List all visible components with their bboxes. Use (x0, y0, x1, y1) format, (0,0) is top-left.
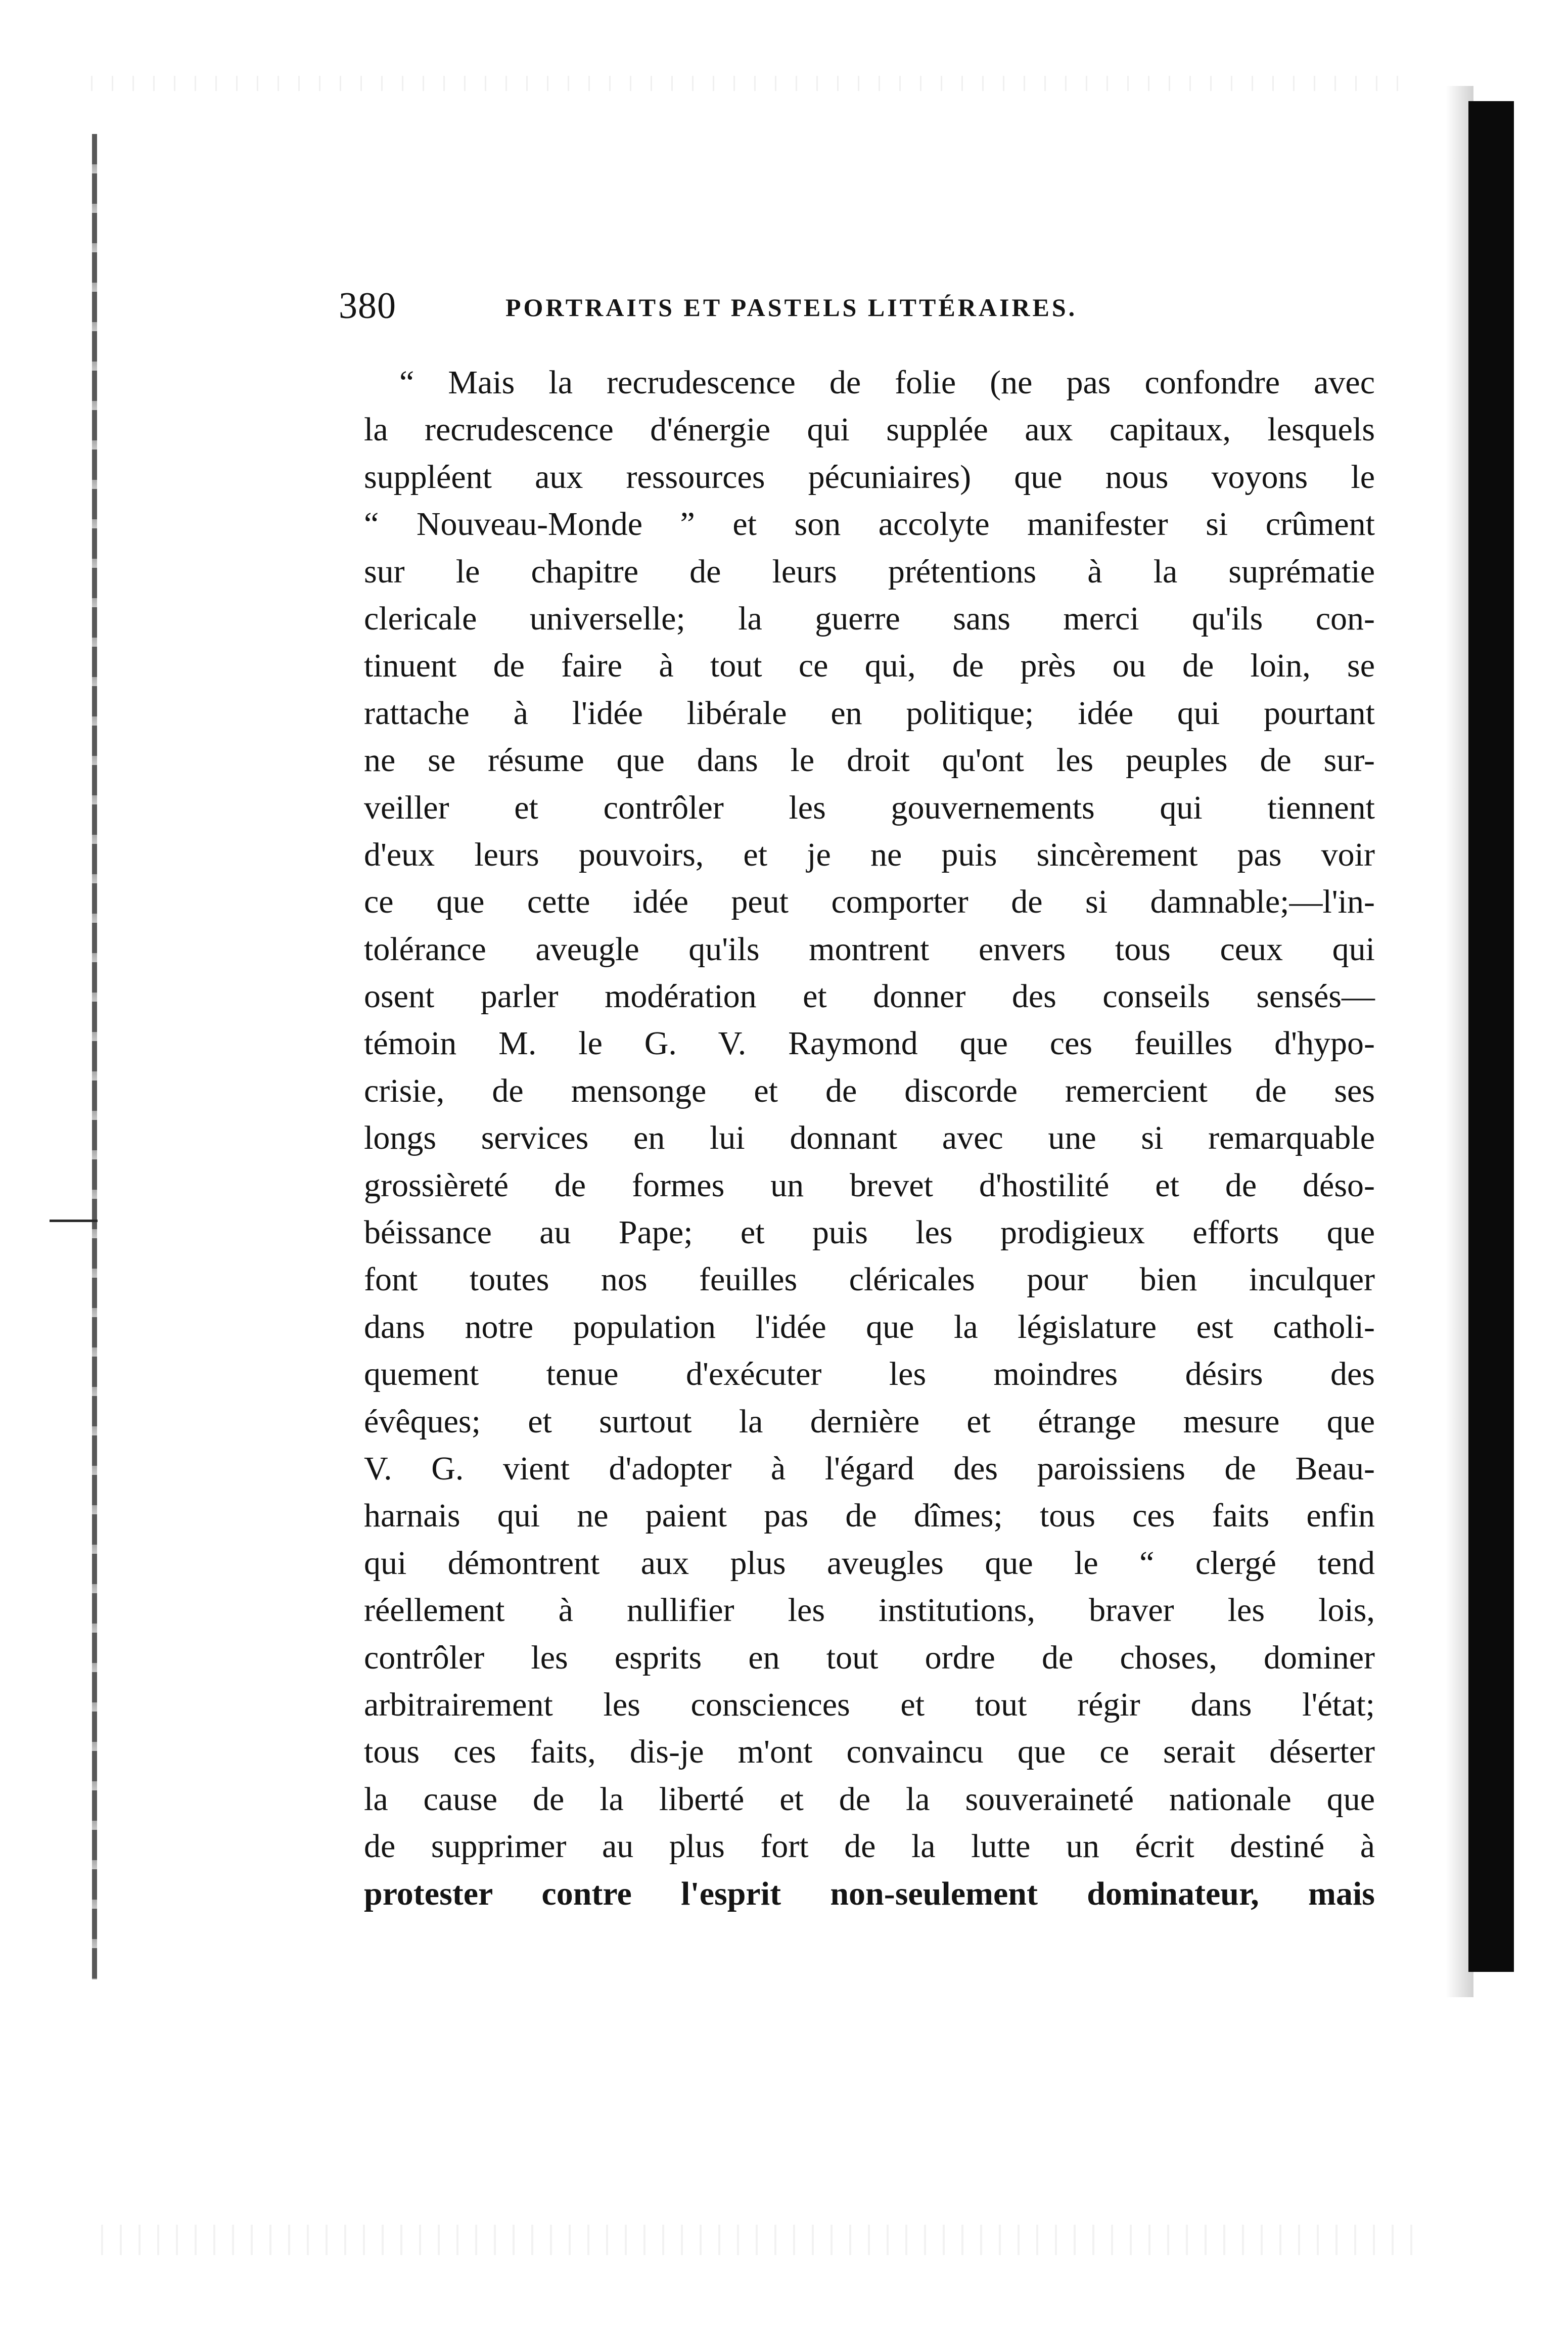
page-edge-rule (92, 134, 97, 1979)
text-line: V. G. vient d'adopter à l'égard des paroissiens de Beau- (364, 1450, 1375, 1487)
body-text (364, 359, 1375, 1917)
text-line: tolérance aveugle qu'ils montrent envers tous ceux qui (364, 930, 1375, 968)
running-title: PORTRAITS ET PASTELS LITTÉRAIRES. (505, 293, 1078, 322)
text-line: la recrudescence d'énergie qui supplée aux capitaux, lesquels (364, 411, 1375, 448)
text-line: osent parler modération et donner des conseils sensés— (364, 978, 1375, 1015)
text-line: grossièreté de formes un brevet d'hostilité et de déso- (364, 1166, 1375, 1204)
text-line: qui démontrent aux plus aveugles que le “ clergé tend (364, 1544, 1375, 1582)
text-line: contrôler les esprits en tout ordre de choses, dominer (364, 1639, 1375, 1676)
text-line: suppléent aux ressources pécuniaires) que nous voyons le (364, 458, 1375, 496)
text-line: la cause de la liberté et de la souveraineté nationale que (364, 1780, 1375, 1818)
page-number: 380 (339, 285, 396, 327)
text-line: veiller et contrôler les gouvernements qui tiennent (364, 789, 1375, 826)
running-header (339, 283, 1375, 329)
text-line: d'eux leurs pouvoirs, et je ne puis sincèrement pas voir (364, 836, 1375, 873)
text-line: réellement à nullifier les institutions, braver les lois, (364, 1592, 1375, 1629)
text-line: béissance au Pape; et puis les prodigieux efforts que (364, 1214, 1375, 1251)
text-line: tous ces faits, dis-je m'ont convaincu que ce serait déserter (364, 1733, 1375, 1771)
scan-noise-bottom (101, 2225, 1415, 2255)
text-line: rattache à l'idée libérale en politique; idée qui pourtant (364, 694, 1375, 732)
text-line: longs services en lui donnant avec une si remarquable (364, 1119, 1375, 1157)
text-line: “ Nouveau-Monde ” et son accolyte manifester si crûment (364, 506, 1375, 543)
text-line: de supprimer au plus fort de la lutte un écrit destiné à (364, 1828, 1375, 1865)
text-line: crisie, de mensonge et de discorde remercient de ses (364, 1072, 1375, 1109)
scan-noise-top (91, 76, 1405, 91)
text-line: ne se résume que dans le droit qu'ont les peuples de sur- (364, 742, 1375, 779)
text-line: protester contre l'esprit non-seulement dominateur, mais (364, 1875, 1375, 1912)
text-line: font toutes nos feuilles cléricales pour bien inculquer (364, 1261, 1375, 1298)
text-line: clericale universelle; la guerre sans merci qu'ils con- (364, 600, 1375, 637)
text-line: quement tenue d'exécuter les moindres désirs des (364, 1356, 1375, 1393)
page-edge-mark (50, 1220, 98, 1222)
text-line: évêques; et surtout la dernière et étrange mesure que (364, 1403, 1375, 1440)
text-line: tinuent de faire à tout ce qui, de près ou de loin, se (364, 647, 1375, 685)
text-line: arbitrairement les consciences et tout régir dans l'état; (364, 1686, 1375, 1723)
text-line: ce que cette idée peut comporter de si damnable;—l'in- (364, 883, 1375, 921)
text-line: “ Mais la recrudescence de folie (ne pas confondre avec (399, 364, 1375, 401)
text-line: sur le chapitre de leurs prétentions à la suprématie (364, 553, 1375, 590)
text-line: dans notre population l'idée que la législature est catholi- (364, 1308, 1375, 1345)
binding-edge (1468, 101, 1514, 1972)
text-line: harnais qui ne paient pas de dîmes; tous ces faits enfin (364, 1497, 1375, 1535)
text-line: témoin M. le G. V. Raymond que ces feuilles d'hypo- (364, 1025, 1375, 1062)
